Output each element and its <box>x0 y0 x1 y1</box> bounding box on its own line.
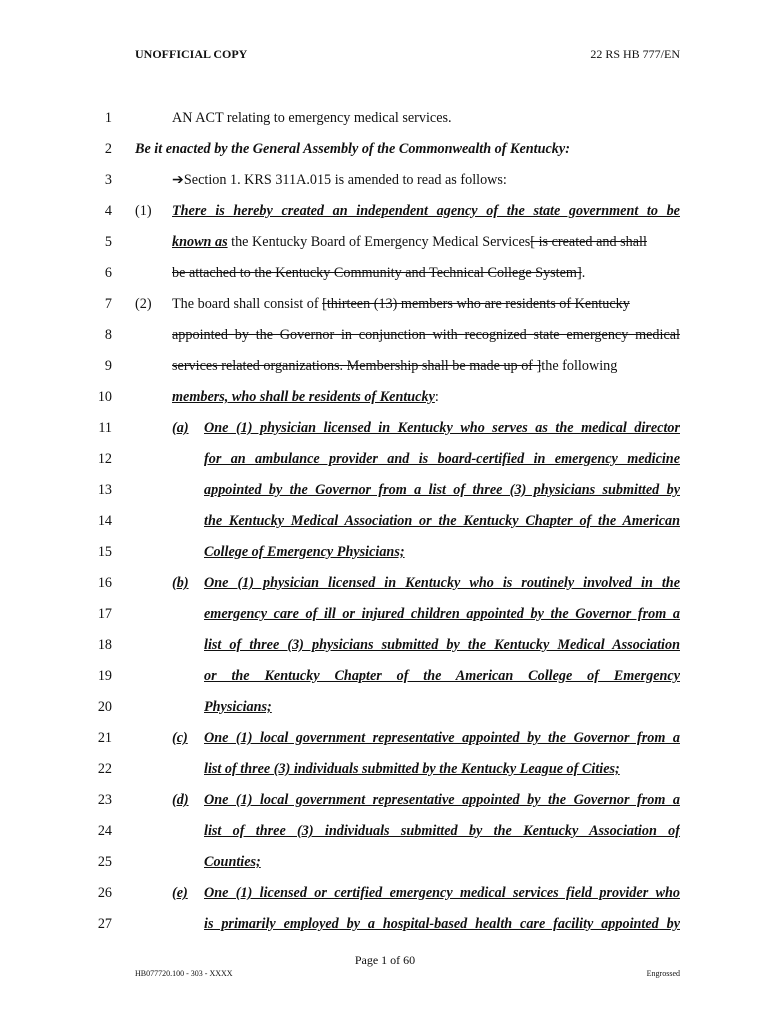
inserted-text: One (1) physician licensed in Kentucky who serves as the medical director <box>204 420 680 436</box>
inserted-text: known as <box>172 234 228 250</box>
paragraph-label: (d) <box>172 792 189 808</box>
act-title: AN ACT relating to emergency medical services. <box>172 110 452 126</box>
inserted-text: emergency care of ill or injured children appointed by the Governor from a <box>204 606 680 622</box>
line-26 <box>0 881 770 905</box>
line-12 <box>0 447 770 471</box>
paragraph-label: (a) <box>172 420 189 436</box>
line-number: 1 <box>104 110 112 126</box>
line-25 <box>0 850 770 874</box>
inserted-text: One (1) local government representative appointed by the Governor from a <box>204 730 680 746</box>
line-number: 21 <box>97 730 112 746</box>
deleted-text: [ is created and shall <box>530 234 647 250</box>
line-number: 22 <box>97 761 112 777</box>
line-8 <box>0 323 770 347</box>
version-label: Engrossed <box>646 969 680 978</box>
line-number: 13 <box>97 482 112 498</box>
line-4 <box>0 199 770 223</box>
line-number: 20 <box>97 699 112 715</box>
inserted-text: is primarily employed by a hospital-based health care facility appointed by <box>204 916 680 932</box>
inserted-text: members, who shall be residents of Kentucky <box>172 389 435 405</box>
line-number: 27 <box>97 916 112 932</box>
subsection-label: (2) <box>135 296 152 312</box>
line-18 <box>0 633 770 657</box>
paragraph-label: (c) <box>172 730 188 746</box>
subsection-label: (1) <box>135 203 152 219</box>
line-number: 7 <box>104 296 112 312</box>
arrow-right-icon: ➔ <box>172 172 184 188</box>
line-number: 23 <box>97 792 112 808</box>
line-13 <box>0 478 770 502</box>
line-number: 14 <box>97 513 112 529</box>
line-24 <box>0 819 770 843</box>
line-number: 11 <box>98 420 112 436</box>
line-14 <box>0 509 770 533</box>
document-id: HB077720.100 - 303 - XXXX <box>135 969 233 978</box>
line-20 <box>0 695 770 719</box>
line-number: 19 <box>97 668 112 684</box>
line-number: 17 <box>97 606 112 622</box>
line-number: 26 <box>97 885 112 901</box>
line-2 <box>0 137 770 161</box>
line-number: 10 <box>97 389 112 405</box>
inserted-text: list of three (3) physicians submitted by the Kentucky Medical Association <box>204 637 680 653</box>
inserted-text: Counties; <box>204 854 261 870</box>
line-27 <box>0 912 770 936</box>
line-number: 24 <box>97 823 112 839</box>
deleted-text: [thirteen (13) members who are residents of Kentucky <box>322 296 630 312</box>
line-text: services related organizations. Membership shall be made up of ]the following <box>172 358 618 374</box>
line-1 <box>0 106 770 130</box>
line-10 <box>0 385 770 409</box>
deleted-text: appointed by the Governor in conjunction with recognized state emergency medical <box>172 327 680 343</box>
inserted-text: or the Kentucky Chapter of the American College of Emergency <box>204 668 680 684</box>
line-16 <box>0 571 770 595</box>
line-15 <box>0 540 770 564</box>
line-5 <box>0 230 770 254</box>
line-17 <box>0 602 770 626</box>
inserted-text: list of three (3) individuals submitted by the Kentucky League of Cities; <box>204 761 620 777</box>
deleted-text: services related organizations. Membership shall be made up of ] <box>172 358 542 374</box>
line-number: 9 <box>104 358 112 374</box>
header-unofficial-copy: UNOFFICIAL COPY <box>135 47 248 61</box>
line-number: 25 <box>97 854 112 870</box>
line-text: The board shall consist of [thirteen (13) members who are residents of Kentucky <box>172 296 630 312</box>
deleted-text: be attached to the Kentucky Community and Technical College System] <box>172 265 582 281</box>
inserted-text: the Kentucky Medical Association or the Kentucky Chapter of the American <box>204 513 680 529</box>
inserted-text: One (1) physician licensed in Kentucky who is routinely involved in the <box>204 575 680 591</box>
line-number: 3 <box>104 172 112 188</box>
line-9 <box>0 354 770 378</box>
line-6 <box>0 261 770 285</box>
inserted-text: appointed by the Governor from a list of three (3) physicians submitted by <box>204 482 680 498</box>
inserted-text: list of three (3) individuals submitted by the Kentucky Association of <box>204 823 680 839</box>
line-number: 2 <box>104 141 112 157</box>
page-number: Page 1 of 60 <box>354 953 416 967</box>
line-11 <box>0 416 770 440</box>
line-number: 16 <box>97 575 112 591</box>
inserted-text: College of Emergency Physicians; <box>204 544 405 560</box>
line-3 <box>0 168 770 192</box>
inserted-text: Physicians; <box>204 699 272 715</box>
line-number: 6 <box>104 265 112 281</box>
line-7 <box>0 292 770 316</box>
enacting-clause: Be it enacted by the General Assembly of the Commonwealth of Kentucky: <box>135 141 570 157</box>
line-text: be attached to the Kentucky Community and Technical College System]. <box>172 265 586 281</box>
line-number: 8 <box>104 327 112 343</box>
line-number: 15 <box>97 544 112 560</box>
line-text: There is hereby created an independent agency of the state government to be <box>172 203 680 219</box>
section-heading: ➔Section 1. KRS 311A.015 is amended to read as follows: <box>172 172 507 188</box>
line-23 <box>0 788 770 812</box>
line-number: 18 <box>97 637 112 653</box>
line-text: known as the Kentucky Board of Emergency Medical Services[ is created and shall <box>172 234 647 250</box>
line-number: 12 <box>97 451 112 467</box>
header-bill-number: 22 RS HB 777/EN <box>590 47 680 61</box>
inserted-text: for an ambulance provider and is board-certified in emergency medicine <box>204 451 680 467</box>
paragraph-label: (b) <box>172 575 189 591</box>
line-number: 4 <box>104 203 112 219</box>
inserted-text: One (1) licensed or certified emergency medical services field provider who <box>204 885 680 901</box>
line-19 <box>0 664 770 688</box>
line-21 <box>0 726 770 750</box>
line-22 <box>0 757 770 781</box>
paragraph-label: (e) <box>172 885 188 901</box>
inserted-text: One (1) local government representative appointed by the Governor from a <box>204 792 680 808</box>
line-text: members, who shall be residents of Kentucky: <box>172 389 439 405</box>
line-number: 5 <box>104 234 112 250</box>
